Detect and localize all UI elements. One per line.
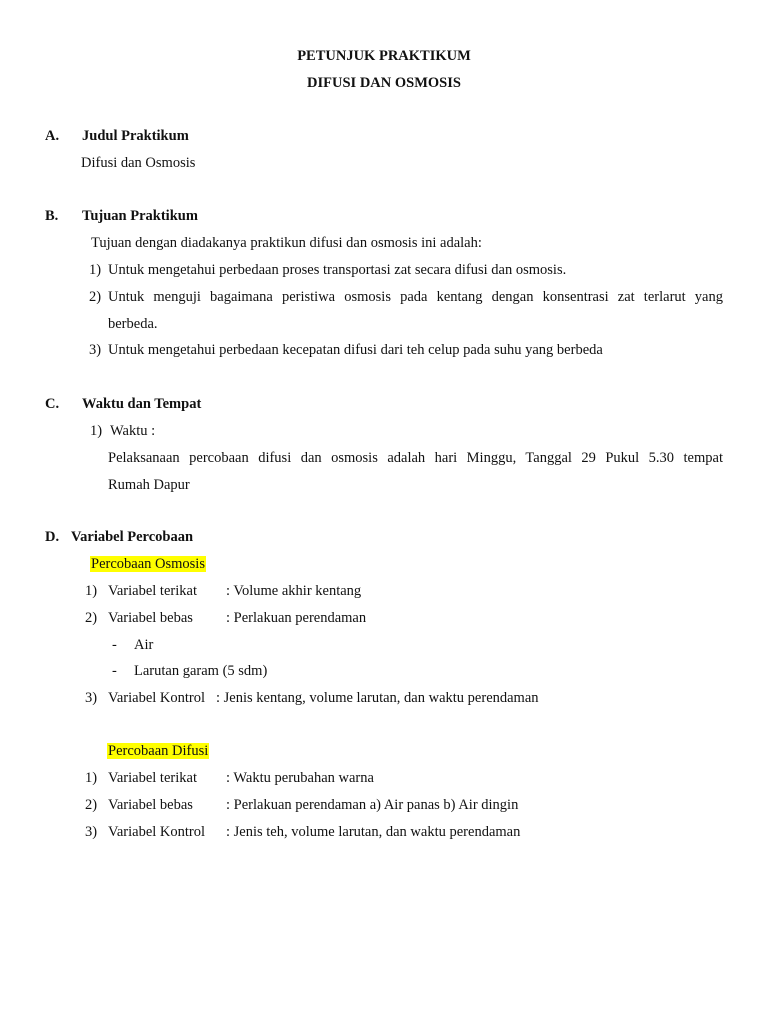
- highlighted-text: Percobaan Osmosis: [91, 556, 205, 572]
- variable-value: : Jenis kentang, volume larutan, dan waktu perendaman: [216, 690, 539, 706]
- waktu-body: Pelaksanaan percobaan difusi dan osmosis adalah hari Minggu, Tanggal 29 Pukul 5.30 tempat: [108, 450, 723, 466]
- list-item-number: 1): [85, 583, 98, 599]
- list-item-number: 2): [85, 797, 98, 813]
- list-item-number: 1): [85, 770, 98, 786]
- section-a-letter: A.: [45, 128, 60, 144]
- section-d-letter: D.: [45, 529, 60, 545]
- list-item-text: Untuk menguji bagaimana peristiwa osmosis pada kentang dengan konsentrasi zat terlarut yang: [108, 289, 723, 305]
- highlighted-text: Percobaan Difusi: [108, 743, 209, 759]
- section-a-body: Difusi dan Osmosis: [81, 155, 196, 171]
- variable-value: : Perlakuan perendaman a) Air panas b) Air dingin: [226, 797, 519, 813]
- osmosis-subheading: [90, 556, 206, 573]
- variable-label: Variabel terikat: [108, 770, 197, 786]
- section-c-letter: C.: [45, 396, 60, 412]
- variable-label: Variabel terikat: [108, 583, 197, 599]
- waktu-label: Waktu :: [110, 423, 156, 439]
- document-title-line1: PETUNJUK PRAKTIKUM: [297, 48, 471, 64]
- list-item-text: Untuk mengetahui perbedaan proses transportasi zat secara difusi dan osmosis.: [108, 262, 567, 278]
- variable-label: Variabel Kontrol: [108, 690, 206, 706]
- sub-item-dash: -: [112, 663, 117, 679]
- section-a-heading: Judul Praktikum: [82, 128, 189, 144]
- list-item-number: 1): [90, 423, 103, 439]
- section-c-heading: Waktu dan Tempat: [82, 396, 202, 412]
- document-title-line2: DIFUSI DAN OSMOSIS: [307, 75, 461, 91]
- sub-item-dash: -: [112, 637, 117, 653]
- variable-value: : Perlakuan perendaman: [226, 610, 367, 626]
- list-item-number: 2): [89, 289, 102, 305]
- variable-label: Variabel Kontrol: [108, 824, 206, 840]
- variable-value: : Volume akhir kentang: [226, 583, 362, 599]
- list-item-number: 3): [85, 824, 98, 840]
- sub-item-text: Air: [134, 637, 154, 653]
- list-item-number: 3): [85, 690, 98, 706]
- variable-label: Variabel bebas: [108, 797, 193, 813]
- list-item-number: 2): [85, 610, 98, 626]
- section-b-heading: Tujuan Praktikum: [82, 208, 198, 224]
- list-item-text: Untuk mengetahui perbedaan kecepatan difusi dari teh celup pada suhu yang berbeda: [108, 342, 603, 358]
- list-item-number: 1): [89, 262, 102, 278]
- list-item-number: 3): [89, 342, 102, 358]
- sub-item-text: Larutan garam (5 sdm): [134, 663, 268, 679]
- section-b-letter: B.: [45, 208, 59, 224]
- variable-label: Variabel bebas: [108, 610, 193, 626]
- list-item-continuation: berbeda.: [108, 316, 158, 332]
- variable-value: : Jenis teh, volume larutan, dan waktu perendaman: [226, 824, 521, 840]
- difusi-subheading: [107, 743, 209, 760]
- section-d-heading: Variabel Percobaan: [71, 529, 194, 545]
- waktu-body-continuation: Rumah Dapur: [108, 477, 190, 493]
- variable-value: : Waktu perubahan warna: [226, 770, 374, 786]
- section-b-intro: Tujuan dengan diadakanya praktikun difusi dan osmosis ini adalah:: [91, 235, 482, 251]
